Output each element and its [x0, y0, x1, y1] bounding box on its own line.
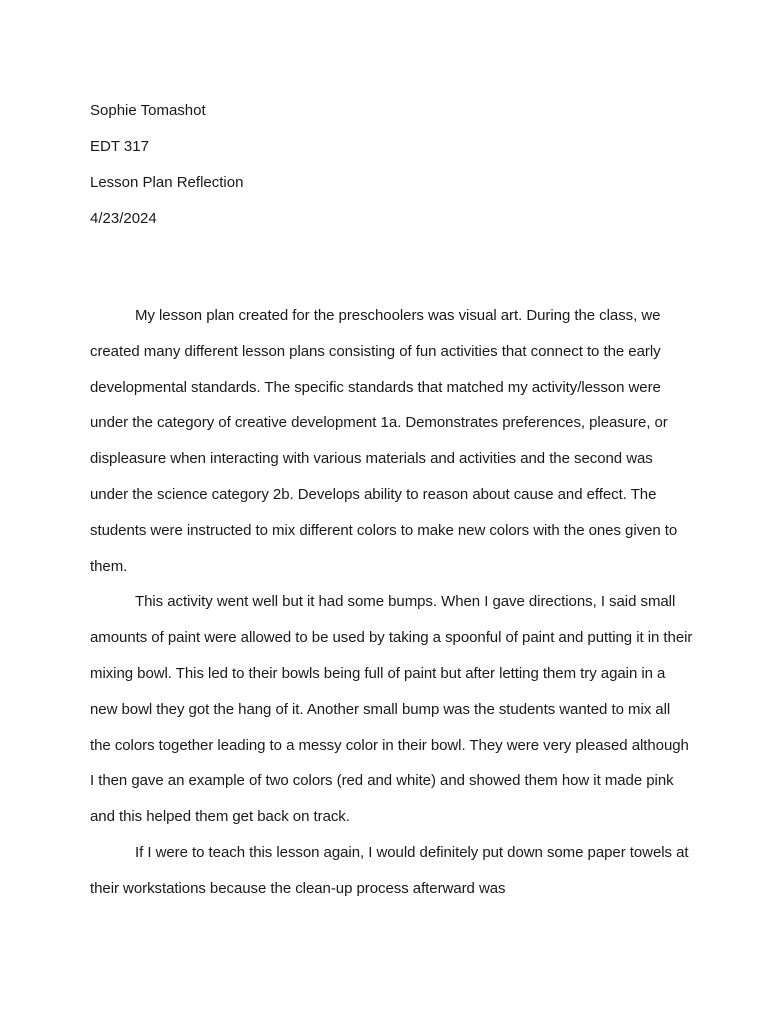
- course-code: EDT 317: [90, 138, 149, 155]
- document-title: Lesson Plan Reflection: [90, 174, 244, 191]
- document-header: [90, 93, 690, 237]
- body-paragraph: This activity went well but it had some bumps. When I gave directions, I said small amounts of paint were allowed to be used by taking a spoonful of paint and putting it in their mixing bowl. This led to their bowls being full of paint but after letting them try again in a new bowl they got the hang of it. Another small bump was the students wanted to mix all the colors together leading to a messy color in their bowl. They were very pleased although I then gave an example of two colors (red and white) and showed them how it made pink and this helped them get back on track.: [90, 593, 693, 826]
- document-date: 4/23/2024: [90, 210, 157, 227]
- author-name: Sophie Tomashot: [90, 102, 206, 119]
- document-body: [90, 298, 694, 907]
- body-paragraph: If I were to teach this lesson again, I would definitely put down some paper towels at their workstations because the clean-up process afterward was: [90, 843, 689, 897]
- body-paragraph: My lesson plan created for the preschoolers was visual art. During the class, we created many different lesson plans consisting of fun activities that connect to the early developmental standards. The specific standards that matched my activity/lesson were under the category of creative development 1a. Demonstrates preferences, pleasure, or displeasure when interacting with various materials and activities and the second was under the science category 2b. Develops ability to reason about cause and effect. The students were instructed to mix different colors to make new colors with the ones given to them.: [90, 307, 678, 575]
